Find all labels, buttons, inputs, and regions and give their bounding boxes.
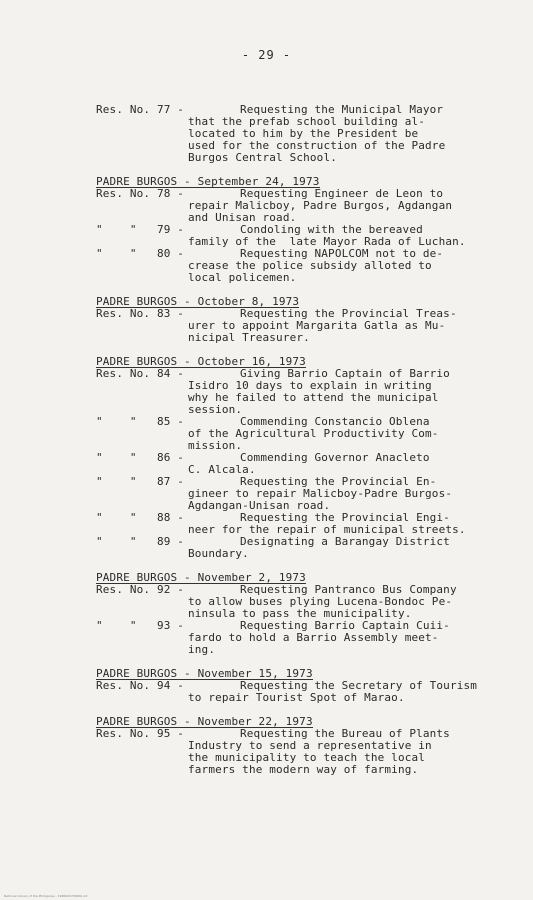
resolution-number: " " 80 - — [96, 247, 185, 260]
resolution-text: farmers the modern way of farming. — [188, 763, 419, 776]
resolution-text: Requesting Barrio Captain Cuii- — [240, 619, 450, 632]
resolution-text: nicipal Treasurer. — [188, 331, 310, 344]
resolution-number: Res. No. 94 - — [96, 679, 185, 692]
resolution-number: " " 87 - — [96, 475, 185, 488]
resolution-number: " " 79 - — [96, 223, 185, 236]
resolution-text: mission. — [188, 439, 243, 452]
resolution-number: Res. No. 77 - — [96, 103, 185, 116]
resolution-number: Res. No. 92 - — [96, 583, 185, 596]
resolution-number: " " 86 - — [96, 451, 185, 464]
resolution-text: of the Agricultural Productivity Com- — [188, 427, 439, 440]
resolution-line — [96, 536, 516, 548]
resolution-text: Isidro 10 days to explain in writing — [188, 379, 432, 392]
resolution-text: used for the construction of the Padre — [188, 139, 446, 152]
section-heading: PADRE BURGOS - October 8, 1973 — [96, 295, 300, 308]
resolution-text: and Unisan road. — [188, 211, 297, 224]
resolution-text: Requesting NAPOLCOM not to de- — [240, 247, 444, 260]
resolution-text: Requesting Pantranco Bus Company — [240, 583, 457, 596]
resolution-text: Requesting the Provincial Treas- — [240, 307, 457, 320]
resolution-text: Requesting Engineer de Leon to — [240, 187, 444, 200]
resolution-text: fardo to hold a Barrio Assembly meet- — [188, 631, 439, 644]
section-heading: PADRE BURGOS - September 24, 1973 — [96, 175, 320, 188]
resolution-number: " " 85 - — [96, 415, 185, 428]
resolution-text: that the prefab school building al- — [188, 115, 426, 128]
section-heading: PADRE BURGOS - October 16, 1973 — [96, 355, 306, 368]
resolution-text: Requesting the Provincial Engi- — [240, 511, 450, 524]
resolution-text: to repair Tourist Spot of Marao. — [188, 691, 405, 704]
resolution-number: Res. No. 84 - — [96, 367, 185, 380]
resolution-text: ninsula to pass the municipality. — [188, 607, 412, 620]
resolution-text: C. Alcala. — [188, 463, 256, 476]
resolution-number: " " 88 - — [96, 511, 185, 524]
resolution-text: local policemen. — [188, 271, 297, 284]
resolution-text: located to him by the President be — [188, 127, 419, 140]
resolution-text: crease the police subsidy alloted to — [188, 259, 432, 272]
resolution-text: Boundary. — [188, 547, 249, 560]
resolution-number: " " 89 - — [96, 535, 185, 548]
page-number: - 29 - — [241, 48, 292, 62]
resolution-text: Giving Barrio Captain of Barrio — [240, 367, 450, 380]
resolution-text: session. — [188, 403, 243, 416]
resolution-text: family of the late Mayor Rada of Luchan. — [188, 235, 466, 248]
resolution-text: Requesting the Secretary of Tourism — [240, 679, 478, 692]
footer-watermark: National Library of the Philippines · 1986000708902-10 — [4, 894, 88, 898]
resolution-text: neer for the repair of municipal streets. — [188, 523, 466, 536]
resolution-text: Commending Constancio Oblena — [240, 415, 430, 428]
section-heading: PADRE BURGOS - November 2, 1973 — [96, 571, 306, 584]
resolution-text: the municipality to teach the local — [188, 751, 426, 764]
section-heading: PADRE BURGOS - November 15, 1973 — [96, 667, 313, 680]
resolution-text: repair Malicboy, Padre Burgos, Agdangan — [188, 199, 453, 212]
resolution-number: " " 93 - — [96, 619, 185, 632]
resolution-text: Industry to send a representative in — [188, 739, 432, 752]
resolution-text: Burgos Central School. — [188, 151, 337, 164]
resolution-text: urer to appoint Margarita Gatla as Mu- — [188, 319, 446, 332]
resolution-number: Res. No. 83 - — [96, 307, 185, 320]
resolutions-list — [96, 104, 516, 776]
resolution-text: Requesting the Municipal Mayor — [240, 103, 444, 116]
resolution-text: ing. — [188, 643, 216, 656]
resolution-text: Condoling with the bereaved — [240, 223, 423, 236]
resolution-text: why he failed to attend the municipal — [188, 391, 439, 404]
resolution-number: Res. No. 78 - — [96, 187, 185, 200]
resolution-text: Requesting the Provincial En- — [240, 475, 437, 488]
resolution-text: Requesting the Bureau of Plants — [240, 727, 450, 740]
resolution-text: gineer to repair Malicboy-Padre Burgos- — [188, 487, 453, 500]
resolution-text: Agdangan-Unisan road. — [188, 499, 331, 512]
resolution-number: Res. No. 95 - — [96, 727, 185, 740]
resolution-text: Commending Governor Anacleto — [240, 451, 430, 464]
resolution-text: Designating a Barangay District — [240, 535, 450, 548]
resolution-line — [96, 452, 516, 464]
section-heading: PADRE BURGOS - November 22, 1973 — [96, 715, 313, 728]
resolution-text: to allow buses plying Lucena-Bondoc Pe- — [188, 595, 453, 608]
